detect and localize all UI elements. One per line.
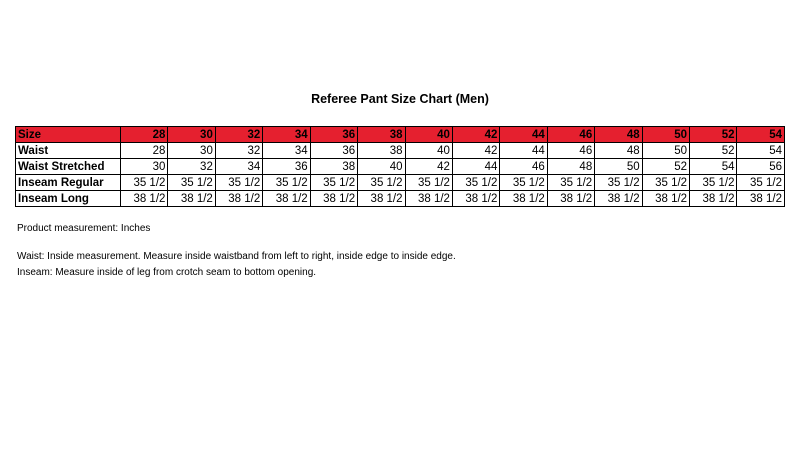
size-header-cell: 32 (215, 127, 262, 143)
size-header-cell: 36 (310, 127, 357, 143)
table-cell: 30 (168, 143, 215, 159)
table-cell: 38 1/2 (452, 191, 499, 207)
table-cell: 36 (310, 143, 357, 159)
size-header-cell: 54 (737, 127, 785, 143)
size-header-row (16, 127, 785, 143)
table-cell: 36 (263, 159, 310, 175)
size-header-cell: 40 (405, 127, 452, 143)
table-cell: 34 (215, 159, 262, 175)
table-cell: 38 1/2 (215, 191, 262, 207)
table-cell: 52 (642, 159, 689, 175)
table-cell: 32 (215, 143, 262, 159)
table-cell: 35 1/2 (358, 175, 405, 191)
table-cell: 38 1/2 (737, 191, 785, 207)
table-cell: 56 (737, 159, 785, 175)
table-cell: 30 (121, 159, 168, 175)
table-row (16, 143, 785, 159)
table-row (16, 191, 785, 207)
table-cell: 54 (737, 143, 785, 159)
table-row (16, 159, 785, 175)
table-cell: 52 (690, 143, 737, 159)
table-cell: 35 1/2 (310, 175, 357, 191)
table-cell: 35 1/2 (168, 175, 215, 191)
size-header-cell: 38 (358, 127, 405, 143)
table-cell: 35 1/2 (547, 175, 594, 191)
table-cell: 38 1/2 (168, 191, 215, 207)
measurement-unit-note: Product measurement: Inches (17, 223, 151, 234)
row-label: Waist (16, 143, 121, 159)
size-header-cell: 42 (452, 127, 499, 143)
table-cell: 48 (547, 159, 594, 175)
size-header-cell: 28 (121, 127, 168, 143)
size-header-cell: 52 (690, 127, 737, 143)
chart-title: Referee Pant Size Chart (Men) (311, 92, 489, 106)
table-cell: 35 1/2 (215, 175, 262, 191)
table-cell: 40 (405, 143, 452, 159)
size-header-cell: 50 (642, 127, 689, 143)
table-cell: 38 1/2 (263, 191, 310, 207)
table-cell: 32 (168, 159, 215, 175)
table-cell: 35 1/2 (642, 175, 689, 191)
table-cell: 35 1/2 (452, 175, 499, 191)
size-header-cell: 46 (547, 127, 594, 143)
table-cell: 38 1/2 (310, 191, 357, 207)
table-cell: 44 (500, 143, 547, 159)
table-cell: 35 1/2 (263, 175, 310, 191)
table-cell: 46 (547, 143, 594, 159)
table-cell: 48 (595, 143, 642, 159)
table-cell: 35 1/2 (690, 175, 737, 191)
waist-instruction-note: Waist: Inside measurement. Measure inside waistband from left to right, inside edge to inside edge. (17, 251, 456, 262)
size-chart-table (15, 126, 785, 207)
table-cell: 38 1/2 (405, 191, 452, 207)
table-cell: 28 (121, 143, 168, 159)
table-row (16, 175, 785, 191)
table-cell: 35 1/2 (737, 175, 785, 191)
table-cell: 38 (310, 159, 357, 175)
table-cell: 38 1/2 (121, 191, 168, 207)
size-header-cell: 30 (168, 127, 215, 143)
table-cell: 50 (595, 159, 642, 175)
size-header-cell: 44 (500, 127, 547, 143)
table-cell: 46 (500, 159, 547, 175)
size-header-cell: 34 (263, 127, 310, 143)
table-cell: 35 1/2 (121, 175, 168, 191)
row-label: Waist Stretched (16, 159, 121, 175)
table-cell: 38 1/2 (358, 191, 405, 207)
table-cell: 35 1/2 (405, 175, 452, 191)
size-header-cell: 48 (595, 127, 642, 143)
table-cell: 38 (358, 143, 405, 159)
table-cell: 54 (690, 159, 737, 175)
row-label: Inseam Regular (16, 175, 121, 191)
table-cell: 35 1/2 (595, 175, 642, 191)
row-label: Inseam Long (16, 191, 121, 207)
table-cell: 35 1/2 (500, 175, 547, 191)
table-cell: 40 (358, 159, 405, 175)
table-cell: 34 (263, 143, 310, 159)
table-cell: 38 1/2 (642, 191, 689, 207)
table-cell: 44 (452, 159, 499, 175)
table-cell: 38 1/2 (690, 191, 737, 207)
table-cell: 38 1/2 (547, 191, 594, 207)
table-cell: 42 (452, 143, 499, 159)
size-header-label: Size (16, 127, 121, 143)
table-cell: 38 1/2 (595, 191, 642, 207)
table-cell: 42 (405, 159, 452, 175)
table-cell: 38 1/2 (500, 191, 547, 207)
inseam-instruction-note: Inseam: Measure inside of leg from crotch seam to bottom opening. (17, 267, 317, 278)
table-cell: 50 (642, 143, 689, 159)
